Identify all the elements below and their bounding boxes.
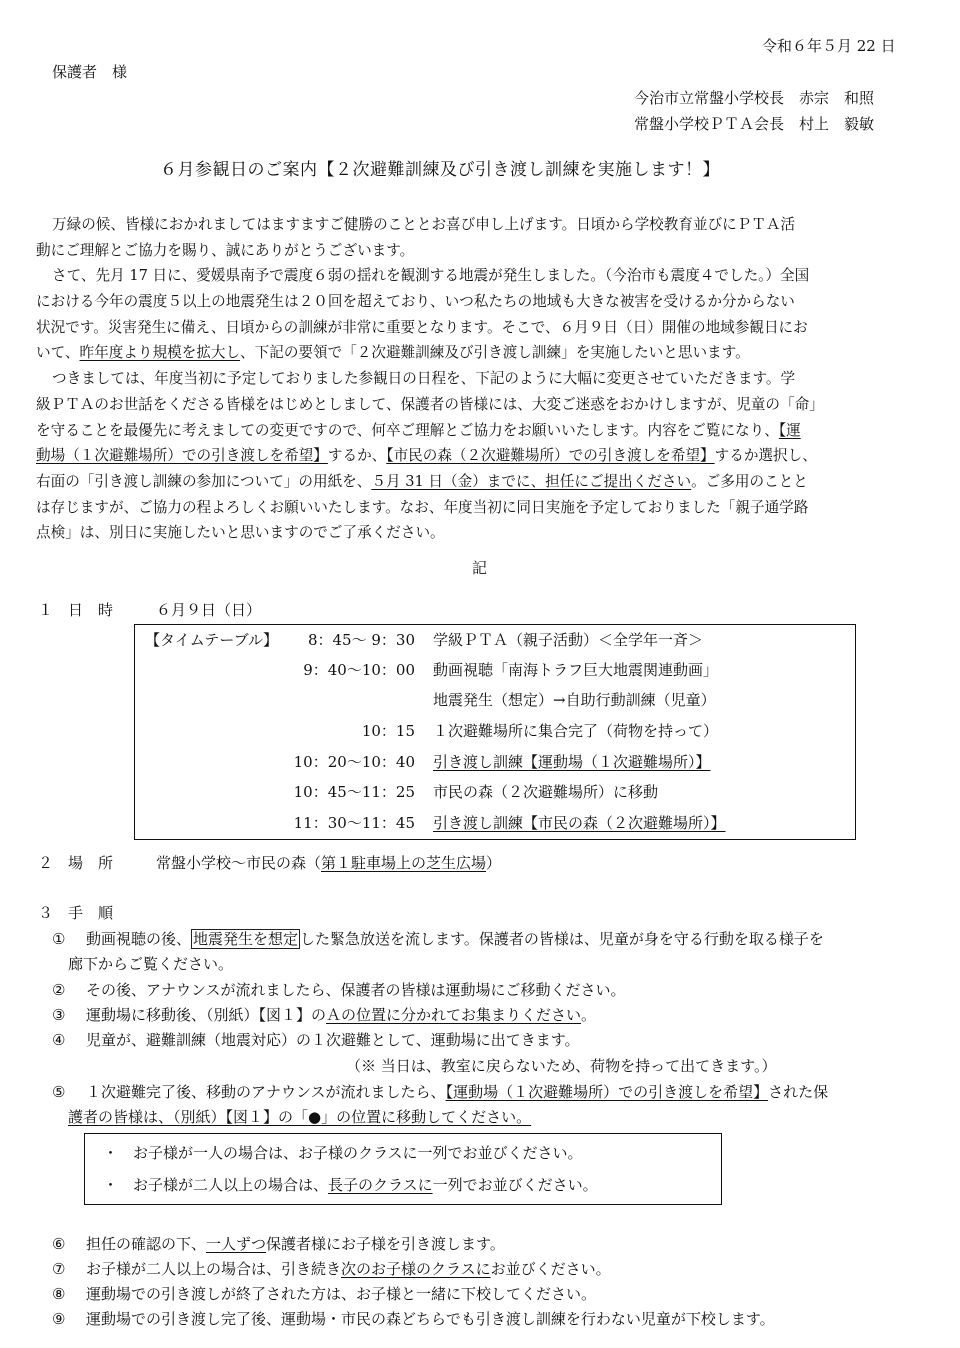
underlined-text: 一人ずつ (206, 1235, 267, 1253)
timetable-activity: 学級ＰＴＡ（親子活動）＜全学年一斉＞ (433, 631, 704, 649)
step-text (86, 929, 824, 949)
step-text (86, 1259, 611, 1279)
text-run: 。ご多用のことと (691, 472, 808, 490)
body-line: は存じますが、ご協力の程よろしくお願いいたします。なお、年度当初に同日実施を予定しておりました「親子通学路 (36, 498, 809, 516)
recipient: 保護者 様 (52, 63, 128, 81)
text-run: 、下記の要領で「２次避難訓練及び引き渡し訓練」を実施したいと思います。 (240, 344, 750, 362)
body-line (36, 469, 926, 495)
section-procedure-label: ３ 手 順 (38, 904, 114, 922)
timetable-row (135, 689, 855, 711)
text-run: ） (486, 854, 502, 872)
text-run: 右面の「引き渡し訓練の参加について」の用紙を、 (36, 472, 372, 490)
text-run: お子様が二人以上の場合は、引き続き (86, 1260, 342, 1278)
body-line: 万緑の候、皆様におかれましてはますますご健勝のこととお喜び申し上げます。日頃から学校教育並びにＰＴＡ活 (52, 216, 796, 233)
underlined-text: 【運動場（１次避難場所）での引き渡しを希望】 (445, 1083, 769, 1101)
step-number: ⑦ (52, 1260, 66, 1278)
body-line: 級ＰＴＡのお世話をくださる皆様をはじめとしまして、保護者の皆様には、大変ご迷惑をおかけしますが、児童の「命」 (36, 395, 824, 413)
step-text: その後、アナウンスが流れましたら、保護者の皆様は運動場にご移動ください。 (86, 981, 626, 999)
page-title: ６月参観日のご案内【２次避難訓練及び引き渡し訓練を実施します！】 (160, 160, 720, 180)
body-line: さて、先月 17 日に、愛媛県南予で震度６弱の揺れを観測する地震が発生しました。（今治市も震度４でした。）全国 (52, 267, 810, 285)
underlined-text: 【運 (778, 421, 801, 439)
step-number: ⑤ (52, 1083, 66, 1101)
underlined-text: 護者の皆様は、（別紙）【図１】の「●」の位置に移動してください。 (68, 1108, 532, 1126)
timetable-row (135, 659, 855, 681)
text-run: 一列でお並びください。 (432, 1176, 598, 1194)
step-number: ① (52, 930, 66, 948)
timetable-time: 10：20～10：40 (293, 753, 415, 771)
underlined-text: Ａの位置に分かれてお集まりください (326, 1006, 582, 1024)
timetable-activity: １次避難場所に集合完了（荷物を持って） (433, 722, 719, 740)
timetable-activity: 地震発生（想定）→自助行動訓練（児童） (433, 691, 716, 709)
step-number: ② (52, 981, 66, 999)
timetable-activity: 動画視聴「南海トラフ巨大地震関連動画」 (433, 661, 719, 679)
text-run: 運動場に移動後、（別紙）【図１】の (86, 1006, 327, 1024)
ki-heading: 記 (472, 559, 488, 577)
timetable-activity: 引き渡し訓練【市民の森（２次避難場所）】 (433, 814, 726, 832)
body-line: 点検」は、別日に実施したいと思いますのでご了承ください。 (36, 524, 445, 542)
document-date: 令和６年５月 22 日 (762, 37, 896, 55)
timetable-time: 8：45～ 9：30 (307, 631, 415, 649)
text-run: お並びください。 (490, 1260, 611, 1278)
section-place-value (156, 853, 501, 873)
step-text (86, 1005, 596, 1025)
section-place-label: ２ 場 所 (38, 854, 114, 872)
body-line (36, 340, 926, 366)
body-text (36, 212, 926, 546)
queue-note-box (84, 1133, 722, 1205)
timetable-row (135, 720, 855, 742)
body-line: つきましては、年度当初に予定しておりました参観日の日程を、下記のように大幅に変更させていただきます。学 (52, 370, 796, 388)
step-number: ③ (52, 1006, 66, 1024)
text-run: 。 (581, 1006, 597, 1024)
text-run: するか選択し、 (714, 447, 817, 465)
timetable-box (134, 624, 856, 840)
step-note: （※ 当日は、教室に戻らないため、荷物を持って出てきます。） (346, 1057, 777, 1075)
text-run: するか、 (327, 447, 387, 465)
timetable-activity: 引き渡し訓練【運動場（１次避難場所）】 (433, 753, 711, 771)
underlined-text: 第１駐車場上の芝生広場 (321, 854, 487, 872)
underlined-text: 次のお子様のクラスに (341, 1260, 491, 1278)
note-line (103, 1174, 598, 1196)
timetable-activity: 市民の森（２次避難場所）に移動 (433, 783, 659, 801)
body-line (36, 443, 926, 469)
underlined-text: ５月 31 日（金） (371, 472, 487, 490)
step-text: 運動場での引き渡しが終了された方は、お子様と一緒に下校してください。 (86, 1285, 597, 1303)
underlined-text: までに、担任にご提出ください (486, 472, 692, 490)
text-run: いて、 (36, 344, 80, 362)
note-line: ・ お子様が一人の場合は、お子様のクラスに一列でお並びください。 (103, 1144, 583, 1162)
step-number: ④ (52, 1031, 66, 1049)
step-text (68, 1107, 531, 1127)
step-text: 廊下からご覧ください。 (68, 955, 234, 973)
body-line: 状況です。災害発生に備え、日頃からの訓練が非常に重要となります。そこで、６月９日（日）開催の地域参観日にお (36, 318, 808, 336)
section-datetime-value: ６月９日（日） (156, 601, 262, 619)
underlined-text: 動場（１次避難場所）での引き渡しを希望】 (36, 447, 328, 465)
text-run: １次避難完了後、移動のアナウンスが流れましたら、 (86, 1083, 446, 1101)
step-text (86, 1082, 828, 1102)
step-text: 運動場での引き渡し完了後、運動場・市民の森どちらでも引き渡し訓練を行わない児童が下校します。 (86, 1310, 775, 1328)
step-text (86, 1234, 505, 1254)
timetable-label: 【タイムテーブル】 (145, 631, 279, 649)
underlined-text: 長子のクラスに (328, 1176, 433, 1194)
text-run: 保護者様にお子様を引き渡します。 (266, 1235, 505, 1253)
timetable-row (135, 812, 855, 834)
text-run: 常盤小学校～市民の森（ (156, 854, 322, 872)
step-number: ⑧ (52, 1285, 66, 1303)
timetable-row (135, 781, 855, 803)
text-run: 動画視聴の後、 (86, 930, 192, 948)
sender-principal: 今治市立常盤小学校長 赤宗 和照 (634, 89, 875, 107)
body-line (36, 418, 926, 444)
underlined-text: 【市民の森（２次避難場所）での引き渡しを希望】 (386, 447, 715, 465)
text-run: 担任の確認の下、 (86, 1235, 207, 1253)
underlined-text: 昨年度より規模を拡大し (79, 344, 241, 362)
section-datetime-label: １ 日 時 (38, 601, 114, 619)
timetable-time: 11：30～11：45 (293, 814, 415, 832)
timetable-time: 10：45～11：25 (293, 783, 415, 801)
step-text: 児童が、避難訓練（地震対応）の１次避難として、運動場に出てきます。 (86, 1031, 580, 1049)
timetable-row (135, 629, 855, 651)
sender-pta: 常盤小学校ＰＴＡ会長 村上 毅敏 (634, 115, 875, 133)
timetable-time: 10：15 (361, 722, 415, 740)
body-line: 動にご理解とご協力を賜り、誠にありがとうございます。 (36, 241, 415, 259)
text-run: された保 (768, 1083, 829, 1101)
step-number: ⑨ (52, 1310, 66, 1328)
boxed-text: 地震発生を想定 (193, 930, 299, 948)
text-run: を守ることを最優先に考えましての変更ですので、何卒ご理解とご協力をお願いいたします。内容をご覧になり、 (36, 421, 779, 439)
timetable-row (135, 751, 855, 773)
body-line: における今年の震度５以上の地震発生は２０回を超えており、いつ私たちの地域も大きな被害を受けるか分からない (36, 293, 795, 311)
text-run: ・ お子様が二人以上の場合は、 (103, 1176, 329, 1194)
step-number: ⑥ (52, 1235, 66, 1253)
text-run: した緊急放送を流します。保護者の皆様は、児童が身を守る行動を取る様子を (300, 930, 824, 948)
timetable-time: 9：40～10：00 (303, 661, 415, 679)
